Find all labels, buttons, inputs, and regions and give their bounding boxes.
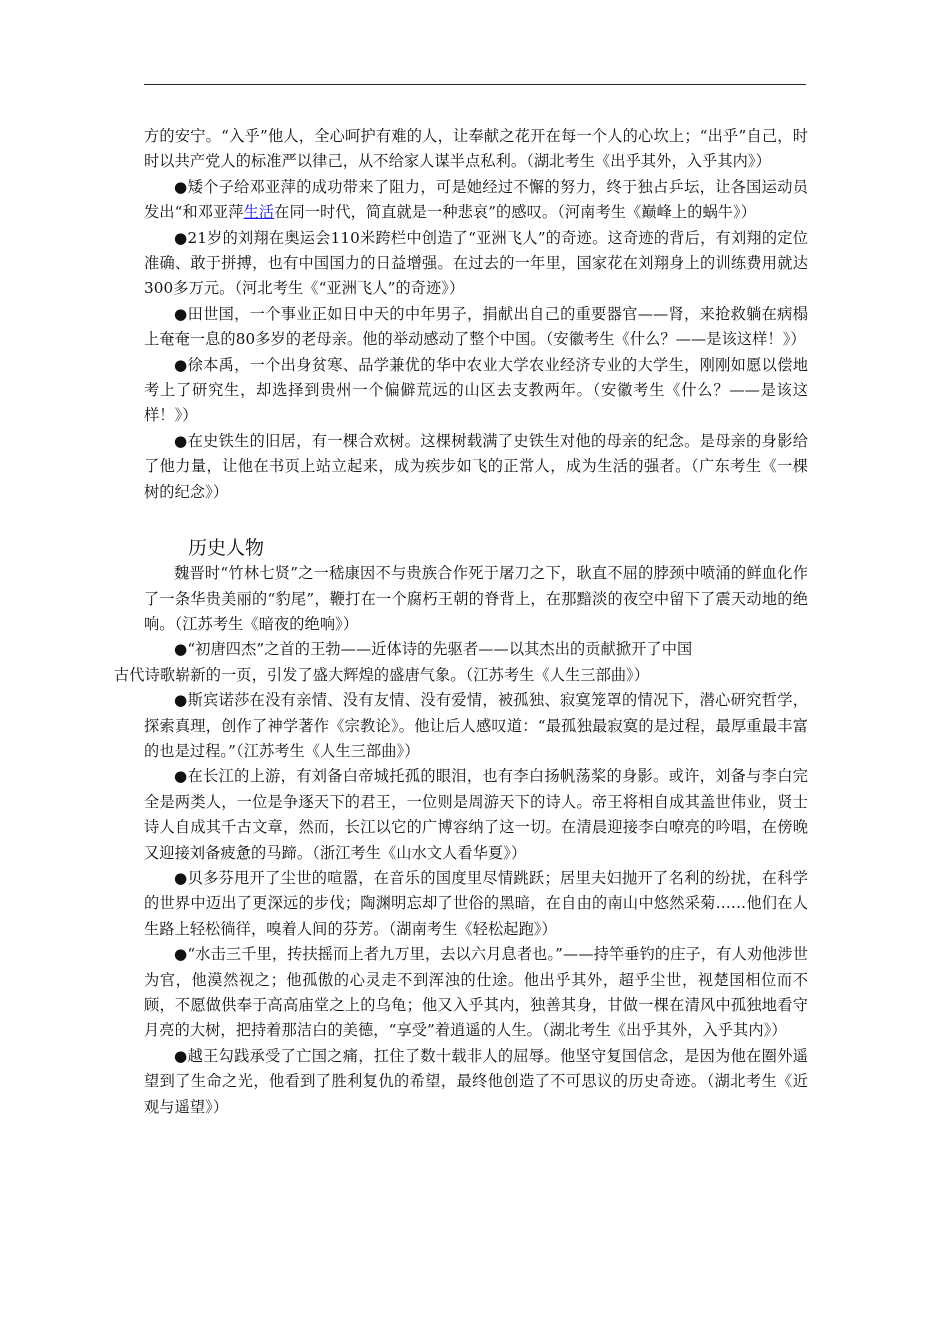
paragraph-text: 古代诗歌崭新的一页，引发了盛大辉煌的盛唐气象。（江苏考生《人生三部曲》） bbox=[114, 665, 650, 684]
paragraph-wang-bo bbox=[114, 637, 808, 688]
paragraph-shi-tiesheng: ●在史铁生的旧居，有一棵合欢树。这棵树载满了史铁生对他的母亲的纪念。是母亲的身影给了他力量，让他在书页上站立起来，成为疾步如飞的正常人，成为生活的强者。（广东考生《一棵树的纪念》） bbox=[144, 431, 808, 501]
paragraph-spinoza: ●斯宾诺莎在没有亲情、没有友情、没有爱情，被孤独、寂寞笼罩的情况下，潜心研究哲学，探索真理，创作了神学著作《宗教论》。他让后人感叹道：“最孤独最寂寞的是过程，最厚重最丰富的也是过程。”（江苏考生《人生三部曲》） bbox=[144, 691, 808, 760]
shenghuo-link[interactable]: 生活 bbox=[243, 203, 275, 222]
paragraph-text: 在同一时代，简直就是一种悲哀”的感叹。（河南考生《巅峰上的蜗牛》） bbox=[274, 203, 757, 222]
document-body bbox=[114, 124, 808, 1120]
paragraph-text: ●“初唐四杰”之首的王勃——近体诗的先驱者——以其杰出的贡献掀开了中国 bbox=[174, 640, 693, 659]
header-rule bbox=[144, 84, 806, 85]
paragraph-xu-benyu: ●徐本禹，一个出身贫寒、品学兼优的华中农业大学农业经济专业的大学生，刚刚如愿以偿地考上了研究生，却选择到贵州一个偏僻荒远的山区去支教两年。（安徽考生《什么？——是该这样！》） bbox=[144, 355, 808, 425]
paragraph-continuation: 方的安宁。“入乎”他人，全心呵护有难的人，让奉献之花开在每一个人的心坎上；“出乎”自己，时时以共产党人的标准严以律己，从不给家人谋半点私利。（湖北考生《出乎其外，入乎其内》） bbox=[144, 127, 808, 171]
paragraph-liu-xiang: ●21岁的刘翔在奥运会110米跨栏中创造了“亚洲飞人”的奇迹。这奇迹的背后，有刘翔的定位准确、敢于拼搏，也有中国国力的日益增强。在过去的一年里，国家花在刘翔身上的训练费用就达300多万元。（河北考生《“亚洲飞人”的奇迹》） bbox=[144, 228, 808, 298]
paragraph-liu-bei-li-bai: ●在长江的上游，有刘备白帝城托孤的眼泪，也有李白扬帆荡桨的身影。或许，刘备与李白完全是两类人，一位是争逐天下的君王，一位则是周游天下的诗人。帝王将相自成其盖世伟业，贤士诗人自成其千古文章，然而，长江以它的广博容纳了这一切。在清晨迎接李白嘹亮的吟唱，在傍晚又迎接刘备疲惫的马蹄。（浙江考生《山水文人看华夏》） bbox=[144, 767, 808, 862]
paragraph-text: ●矮个子给邓亚萍的成功带来了阻力，可是她经过不懈的努力，终于独占乒坛，让各国运动员发出“和邓亚萍 bbox=[144, 177, 808, 222]
paragraph-deng-yaping bbox=[144, 175, 808, 226]
paragraph-tian-shiguo: ●田世国，一个事业正如日中天的中年男子，捐献出自己的重要器官——肾，来抢救躺在病榻上奄奄一息的80多岁的老母亲。他的举动感动了整个中国。（安徽考生《什么？——是该这样！》） bbox=[144, 304, 808, 349]
paragraph-zhuangzi: ●“水击三千里，抟扶摇而上者九万里，去以六月息者也。”——持竿垂钓的庄子，有人劝他涉世为官，他漠然视之；他孤傲的心灵走不到浑浊的仕途。他出乎其外，超乎尘世，视楚国相位而不顾，不愿做供奉于高高庙堂之上的乌龟；他又入乎其内，独善其身，甘做一棵在清风中孤独地看守月亮的大树，把持着那洁白的美德，“享受”着逍遥的人生。（湖北考生《出乎其外，入乎其内》） bbox=[144, 945, 808, 1040]
paragraph-goujian: ●越王勾践承受了亡国之痛，扛住了数十载非人的屈辱。他坚守复国信念，是因为他在圈外遥望到了生命之光，他看到了胜利复仇的希望，最终他创造了不可思议的历史奇迹。（湖北考生《近观与遥望》） bbox=[144, 1046, 808, 1116]
paragraph-ji-kang: 魏晋时“竹林七贤”之一嵇康因不与贵族合作死于屠刀之下，耿直不屈的脖颈中喷涌的鲜血化作了一条华贵美丽的“豹尾”，鞭打在一个腐朽王朝的脊背上，在那黯淡的夜空中留下了震天动地的绝响。（江苏考生《暗夜的绝响》） bbox=[144, 564, 808, 633]
paragraph-beethoven: ●贝多芬甩开了尘世的喧嚣，在音乐的国度里尽情跳跃；居里夫妇抛开了名利的纷扰，在科学的世界中迈出了更深远的步伐；陶渊明忘却了世俗的黑暗，在自由的南山中悠然采菊……他们在人生路上轻松徜徉，嗅着人间的芬芳。（湖南考生《轻松起跑》） bbox=[144, 868, 808, 938]
section-heading-history: 历史人物 bbox=[188, 537, 265, 560]
